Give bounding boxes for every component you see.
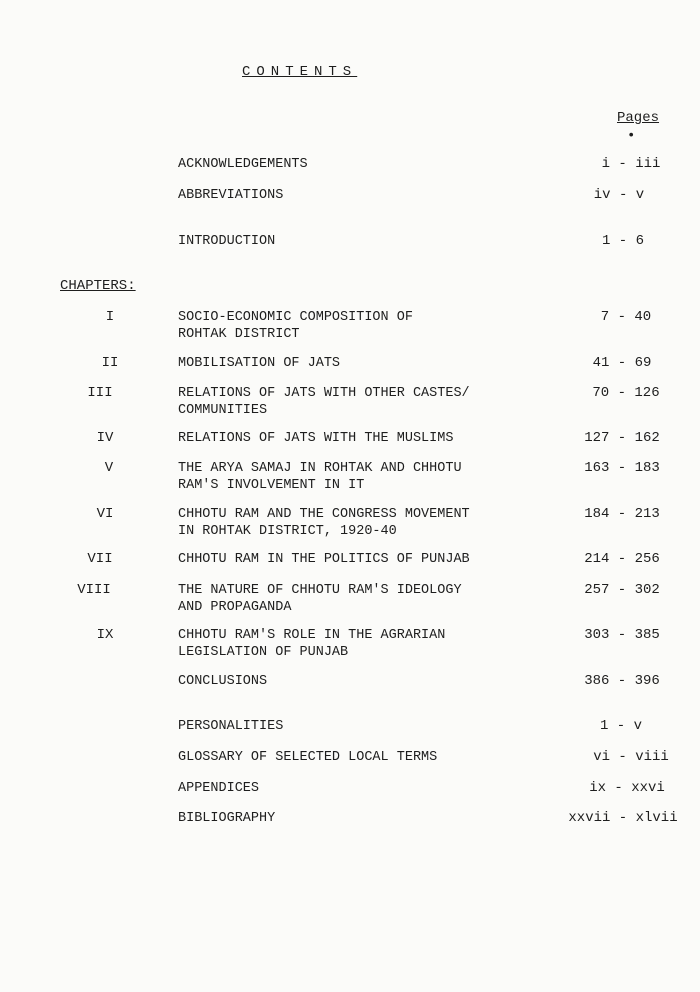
chapter-pages: 184 - 213 bbox=[584, 506, 660, 522]
toc-entry-acknowledgements[interactable]: ACKNOWLEDGEMENTS bbox=[178, 157, 308, 172]
toc-entry-personalities[interactable]: PERSONALITIES bbox=[178, 719, 284, 734]
chapter-title-line: CHHOTU RAM AND THE CONGRESS MOVEMENT bbox=[178, 507, 470, 522]
toc-entry-appendices[interactable]: APPENDICES bbox=[178, 781, 260, 796]
chapter-number: VIII bbox=[77, 582, 111, 598]
page-title: CONTENTS bbox=[242, 64, 358, 80]
chapter-pages: 41 - 69 bbox=[592, 355, 652, 371]
toc-pages-bibliography: xxvii - xlvii bbox=[568, 810, 678, 826]
chapter-title-line: THE ARYA SAMAJ IN ROHTAK AND CHHOTU bbox=[178, 461, 462, 476]
toc-pages-introduction: 1 - 6 bbox=[601, 233, 644, 249]
chapter-title-line: RELATIONS OF JATS WITH THE MUSLIMS bbox=[178, 431, 454, 446]
chapter-title[interactable] bbox=[178, 309, 413, 343]
chapter-title-line: MOBILISATION OF JATS bbox=[178, 356, 341, 371]
chapter-pages: 70 - 126 bbox=[592, 385, 660, 401]
chapter-title-line: CHHOTU RAM IN THE POLITICS OF PUNJAB bbox=[178, 552, 470, 567]
dot-mark: • bbox=[627, 128, 636, 144]
chapter-number: V bbox=[104, 460, 114, 476]
chapter-pages: 7 - 40 bbox=[600, 309, 652, 325]
chapters-heading: CHAPTERS: bbox=[60, 278, 136, 294]
toc-entry-conclusions[interactable]: CONCLUSIONS bbox=[178, 674, 268, 689]
toc-pages-glossary: vi - viii bbox=[593, 749, 669, 765]
chapter-number: II bbox=[101, 355, 119, 371]
chapter-title-line: RAM'S INVOLVEMENT IN IT bbox=[178, 478, 365, 493]
chapter-pages: 257 - 302 bbox=[584, 582, 660, 598]
chapter-title-line: LEGISLATION OF PUNJAB bbox=[178, 645, 349, 660]
chapter-title-line: IN ROHTAK DISTRICT, 1920-40 bbox=[178, 524, 397, 539]
chapter-title-line: SOCIO-ECONOMIC COMPOSITION OF bbox=[178, 310, 413, 325]
chapter-title[interactable] bbox=[178, 385, 470, 419]
chapter-title[interactable] bbox=[178, 355, 340, 372]
toc-entry-glossary[interactable]: GLOSSARY OF SELECTED LOCAL TERMS bbox=[178, 750, 438, 765]
chapter-title-line: RELATIONS OF JATS WITH OTHER CASTES/ bbox=[178, 386, 470, 401]
chapter-number: I bbox=[105, 309, 115, 325]
toc-pages-acknowledgements: i - iii bbox=[601, 156, 661, 172]
toc-entry-bibliography[interactable]: BIBLIOGRAPHY bbox=[178, 811, 276, 826]
chapter-title-line: CHHOTU RAM'S ROLE IN THE AGRARIAN bbox=[178, 628, 446, 643]
chapter-title-line: AND PROPAGANDA bbox=[178, 600, 292, 615]
chapter-number: IV bbox=[96, 430, 114, 446]
chapter-title[interactable] bbox=[178, 582, 462, 616]
toc-entry-abbreviations[interactable]: ABBREVIATIONS bbox=[178, 188, 284, 203]
toc-entry-introduction[interactable]: INTRODUCTION bbox=[178, 234, 276, 249]
chapter-title-line: ROHTAK DISTRICT bbox=[178, 327, 300, 342]
chapter-number: III bbox=[87, 385, 113, 401]
chapter-pages: 303 - 385 bbox=[584, 627, 660, 643]
chapter-title-line: THE NATURE OF CHHOTU RAM'S IDEOLOGY bbox=[178, 583, 462, 598]
chapter-title[interactable] bbox=[178, 430, 453, 447]
toc-pages-personalities: 1 - v bbox=[599, 718, 642, 734]
chapter-title[interactable] bbox=[178, 627, 445, 661]
chapter-pages: 127 - 162 bbox=[584, 430, 660, 446]
chapter-pages: 214 - 256 bbox=[584, 551, 660, 567]
chapter-pages: 163 - 183 bbox=[584, 460, 660, 476]
chapter-number: VII bbox=[87, 551, 113, 567]
chapter-title[interactable] bbox=[178, 506, 470, 540]
chapter-number: VI bbox=[96, 506, 114, 522]
chapter-title-line: COMMUNITIES bbox=[178, 403, 268, 418]
pages-column-header: Pages bbox=[617, 110, 660, 126]
chapter-title[interactable] bbox=[178, 551, 470, 568]
chapter-title[interactable] bbox=[178, 460, 462, 494]
toc-pages-abbreviations: iv - v bbox=[593, 187, 645, 203]
chapter-number: IX bbox=[96, 627, 114, 643]
toc-pages-appendices: ix - xxvi bbox=[589, 780, 665, 796]
toc-pages-conclusions: 386 - 396 bbox=[584, 673, 660, 689]
